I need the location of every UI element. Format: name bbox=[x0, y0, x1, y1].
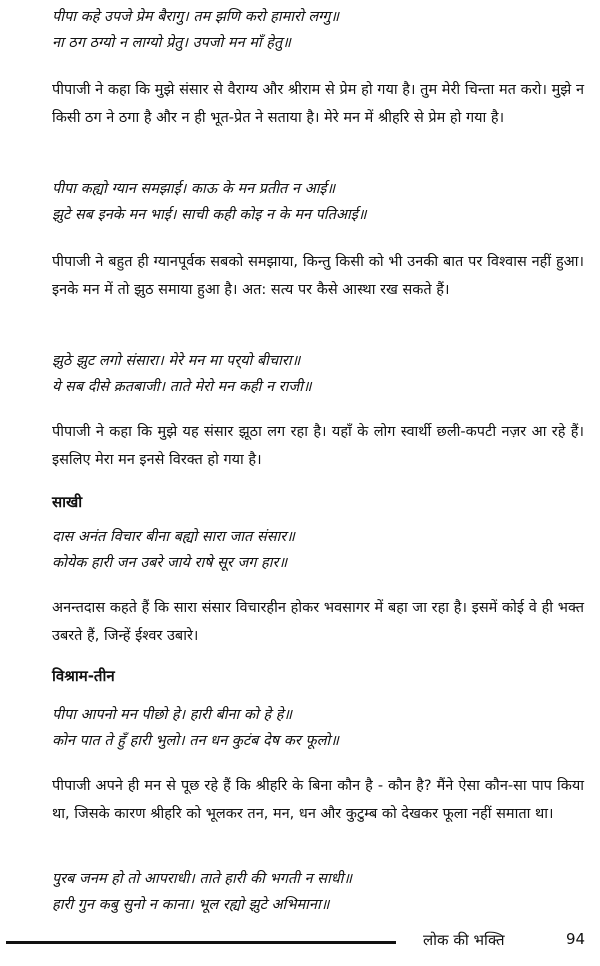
verse-couplet-1 bbox=[52, 4, 339, 56]
footer-book-title: लोक की भक्ति bbox=[423, 931, 505, 949]
verse-line: पीपा कह्यो ग्यान समझाई। काऊ के मन प्रतीत न आई॥ bbox=[52, 181, 336, 197]
paragraph-5: पीपाजी अपने ही मन से पूछ रहे हैं कि श्रीहरि के बिना कौन है - कौन है? मैंने ऐसा कौन-सा पाप किया था, जिसके कारण श्रीहरि को भूलकर तन, मन, धन और कुटुम्ब को देखकर फूला नहीं समाता था। bbox=[52, 778, 584, 822]
verse-line: हारी गुन कबु सुनो न काना। भूल रह्यो झुटे अभिमाना॥ bbox=[52, 897, 330, 913]
verse-couplet-2 bbox=[52, 176, 367, 228]
verse-line: पीपा कहे उपजे प्रेम बैरागु। तम झणि करो हामारो लग्गु॥ bbox=[52, 9, 340, 25]
verse-line: कोयेक हारी जन उबरे जाये राषे सूर जग हार॥ bbox=[52, 555, 288, 571]
verse-couplet-3 bbox=[52, 348, 312, 400]
page-number: 94 bbox=[566, 930, 586, 948]
verse-line: झुठे झुट लगो संसारा। मेरे मन मा पर्‌यो बीचारा॥ bbox=[52, 353, 301, 369]
verse-line: कोन पात ते हुँ हारी भुलो। तन धन कुटंब देष कर फूलो॥ bbox=[52, 733, 339, 749]
paragraph-2: पीपाजी ने बहुत ही ग्यानपूर्वक सबको समझाया, किन्तु किसी को भी उनकी बात पर विश्वास नहीं हुआ। इनके मन में तो झुठ समाया हुआ है। अत: सत्य पर कैसे आस्था रख सकते हैं। bbox=[52, 254, 584, 298]
section-heading-sakhi: साखी bbox=[52, 493, 83, 511]
verse-line: ये सब दीसे क्रतबाजी। ताते मेरो मन कही न राजी॥ bbox=[52, 379, 312, 395]
verse-line: पीपा आपनो मन पीछो हे। हारी बीना को हे हे॥ bbox=[52, 707, 293, 723]
paragraph-3: पीपाजी ने कहा कि मुझे यह संसार झूठा लग रहा है। यहाँ के लोग स्वार्थी छली-कपटी नज़र आ रहे हैं। इसलिए मेरा मन इनसे विरक्त हो गया है। bbox=[52, 424, 584, 468]
paragraph-1: पीपाजी ने कहा कि मुझे संसार से वैराग्य और श्रीराम से प्रेम हो गया है। तुम मेरी चिन्ता मत करो। मुझे न किसी ठग ने ठगा है और न ही भूत-प्रेत ने सताया है। मेरे मन में श्रीहरि से प्रेम हो गया है। bbox=[52, 82, 584, 126]
paragraph-4: अनन्तदास कहते हैं कि सारा संसार विचारहीन होकर भवसागर में बहा जा रहा है। इसमें कोई वे ही भक्त उबरते हैं, जिन्हें ईश्वर उबारे। bbox=[52, 600, 584, 644]
verse-couplet-5 bbox=[52, 702, 339, 754]
verse-line: पुरब जनम हो तो आपराधी। ताते हारी की भगती न साधी॥ bbox=[52, 871, 353, 887]
footer-rule bbox=[6, 941, 396, 944]
verse-line: झुटे सब इनके मन भाई। साची कही कोइ न के मन पतिआई॥ bbox=[52, 207, 367, 223]
verse-line: दास अनंत विचार बीना बह्यो सारा जात संसार॥ bbox=[52, 529, 295, 545]
section-heading-vishram: विश्राम-तीन bbox=[52, 667, 115, 685]
verse-couplet-6 bbox=[52, 866, 352, 918]
verse-line: ना ठग ठग्यो न लाग्यो प्रेतु। उपजो मन माँ हेतु॥ bbox=[52, 35, 291, 51]
verse-couplet-4 bbox=[52, 524, 295, 576]
